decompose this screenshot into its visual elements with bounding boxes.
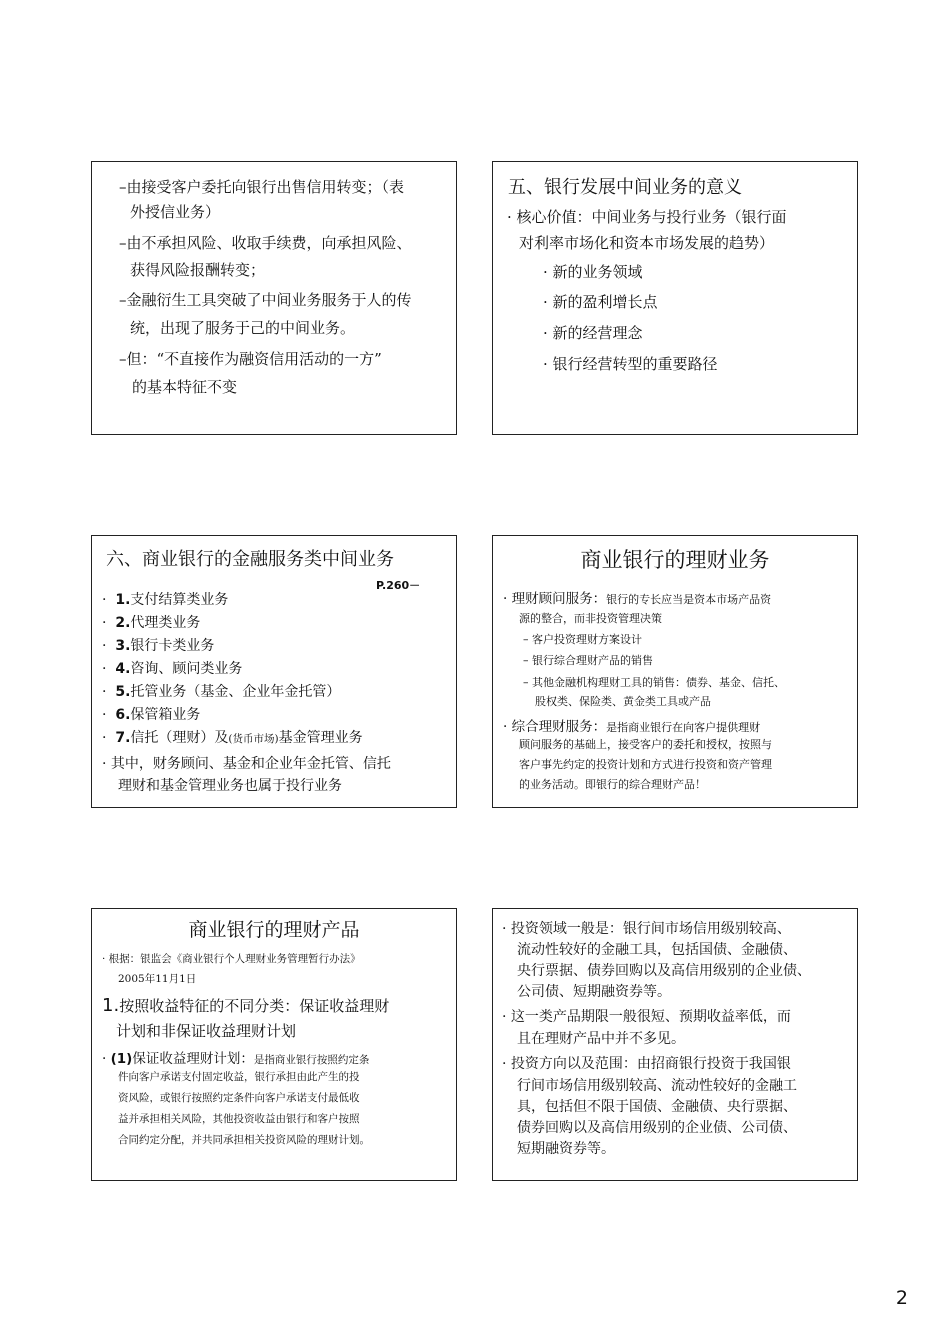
slide4-p2-line-4: 的业务活动。即银行的综合理财产品！: [519, 778, 706, 791]
slide-2: [492, 161, 858, 435]
slide2-line-1: · 核心价值：中间业务与投行业务（银行面: [507, 208, 787, 226]
slide2-title: 五、银行发展中间业务的意义: [508, 177, 742, 198]
slide3-item-7: · 7.信托（理财）及(货币市场)基金管理业务: [102, 730, 363, 746]
slide2-line-2: 对利率市场化和资本市场发展的趋势）: [519, 234, 775, 252]
slide3-item-1: · 1.支付结算类业务: [102, 592, 229, 608]
slide4-title: 商业银行的理财业务: [580, 548, 770, 572]
slide1-line-4: 获得风险报酬转变；: [130, 261, 266, 279]
slide4-sub-4: 股权类、保险类、黄金类工具或产品: [535, 695, 711, 708]
slide6-line-11: 短期融资券等。: [517, 1141, 615, 1157]
slide1-line-5: –金融衍生工具突破了中间业务服务于人的传: [119, 291, 412, 309]
slide3-item-5: · 5.托管业务（基金、企业年金托管）: [102, 684, 341, 700]
slide3-note-line-2: 理财和基金管理业务也属于投行业务: [118, 778, 342, 794]
slide5-basis-line-1: · 根据：银监会《商业银行个人理财业务管理暂行办法》: [102, 953, 361, 965]
slide5-sub-line-5: 合同约定分配，并共同承担相关投资风险的理财计划。: [118, 1134, 370, 1146]
slide4-sub-3: – 其他金融机构理财工具的销售：债券、基金、信托、: [523, 676, 785, 689]
slide5-title: 商业银行的理财产品: [188, 919, 360, 941]
slide1-line-2: 外授信业务）: [130, 203, 221, 221]
slide-4: [492, 535, 858, 808]
slide6-line-2: 流动性较好的金融工具，包括国债、金融债、: [517, 942, 797, 958]
slide6-line-10: 债券回购以及高信用级别的企业债、公司债、: [517, 1120, 797, 1136]
slide-5: [91, 908, 457, 1181]
slide1-line-3: –由不承担风险、收取手续费，向承担风险、: [119, 234, 412, 252]
slide4-p1-line-2: 源的整合，而非投资管理决策: [519, 612, 662, 625]
slide1-line-8: 的基本特征不变: [132, 378, 238, 396]
slide5-basis-line-2: 2005年11月1日: [118, 973, 197, 985]
slide4-p2-line-2: 顾问服务的基础上，接受客户的委托和授权，按照与: [519, 738, 772, 751]
slide6-line-1: · 投资领域一般是：银行间市场信用级别较高、: [502, 921, 791, 937]
slide1-line-7: –但：“不直接作为融资信用活动的一方”: [119, 350, 382, 368]
slide4-p2-line-1: · 综合理财服务：是指商业银行在向客户提供理财: [503, 719, 761, 735]
slide4-p2-line-3: 客户事先约定的投资计划和方式进行投资和资产管理: [519, 758, 772, 771]
slide3-item-4: · 4.咨询、顾问类业务: [102, 661, 243, 677]
slide6-line-4: 公司债、短期融资券等。: [517, 984, 671, 1000]
slide5-class-line-1: 1.按照收益特征的不同分类：保证收益理财: [102, 995, 390, 1016]
slide5-class-line-2: 计划和非保证收益理财计划: [116, 1022, 297, 1040]
slide4-p1-line-1: · 理财顾问服务：银行的专长应当是资本市场产品资: [503, 591, 772, 607]
slide-1: [91, 161, 457, 435]
slide6-line-8: 行间市场信用级别较高、流动性较好的金融工: [517, 1078, 797, 1094]
slide2-line-4: · 新的盈利增长点: [543, 293, 658, 311]
slide5-sub-line-4: 益并承担相关风险，其他投资收益由银行和客户按照: [118, 1113, 360, 1125]
slide-3: [91, 535, 457, 808]
slide3-item-3: · 3.银行卡类业务: [102, 638, 215, 654]
slide3-page-ref: P.260－: [376, 579, 421, 592]
slide4-sub-2: – 银行综合理财产品的销售: [523, 654, 653, 667]
slide1-line-6: 统，出现了服务于己的中间业务。: [130, 319, 356, 337]
slide2-line-5: · 新的经营理念: [543, 324, 643, 342]
slide3-item-2: · 2.代理类业务: [102, 615, 201, 631]
slide6-line-7: · 投资方向以及范围：由招商银行投资于我国银: [502, 1056, 791, 1072]
slide5-sub-line-3: 资风险，或银行按照约定条件向客户承诺支付最低收: [118, 1092, 360, 1104]
slide5-sub-line-1: · (1)保证收益理财计划：是指商业银行按照约定条: [102, 1051, 370, 1067]
slide6-line-9: 具，包括但不限于国债、金融债、央行票据、: [517, 1099, 797, 1115]
slide1-line-1: –由接受客户委托向银行出售信用转变；（表: [119, 178, 405, 196]
slide5-sub-line-2: 件向客户承诺支付固定收益，银行承担由此产生的投: [118, 1071, 360, 1083]
page-number: 2: [895, 1287, 908, 1309]
slide2-line-3: · 新的业务领域: [543, 263, 643, 281]
slide4-sub-1: – 客户投资理财方案设计: [523, 633, 642, 646]
slide6-line-5: · 这一类产品期限一般很短、预期收益率低，而: [502, 1009, 791, 1025]
slide3-note-line-1: · 其中，财务顾问、基金和企业年金托管、信托: [102, 756, 391, 772]
slide-6: [492, 908, 858, 1181]
slide6-line-6: 且在理财产品中并不多见。: [517, 1031, 685, 1047]
slide6-line-3: 央行票据、债券回购以及高信用级别的企业债、: [517, 963, 811, 979]
slide3-item-6: · 6.保管箱业务: [102, 707, 201, 723]
slide2-line-6: · 银行经营转型的重要路径: [543, 355, 718, 373]
slide3-title: 六、商业银行的金融服务类中间业务: [106, 549, 394, 570]
